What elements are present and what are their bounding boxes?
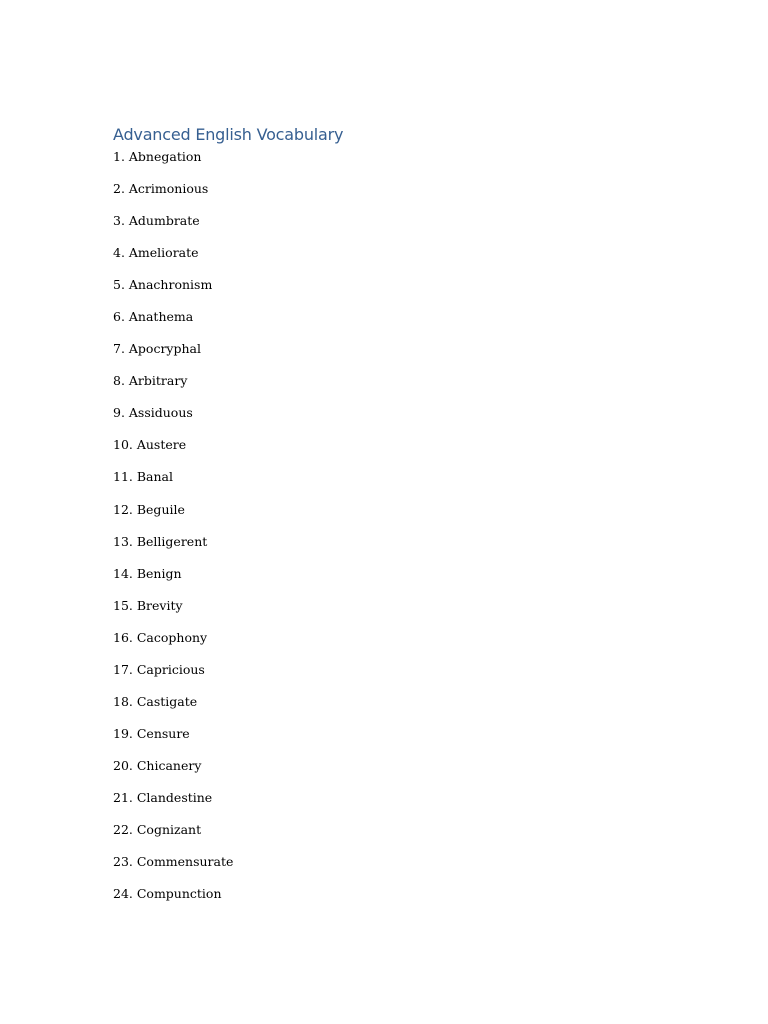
list-item: 9. Assiduous [113,405,193,421]
list-item: 23. Commensurate [113,854,234,870]
list-item: 16. Cacophony [113,629,208,645]
list-item: 13. Belligerent [113,533,208,549]
document-body [113,124,673,915]
list-item: 10. Austere [113,437,187,453]
list-item: 4. Ameliorate [113,245,199,261]
list-item: 17. Capricious [113,661,205,677]
list-item: 2. Acrimonious [113,181,209,197]
list-item: 12. Beguile [113,501,185,517]
list-item: 20. Chicanery [113,757,202,773]
document-title: Advanced English Vocabulary [113,125,344,144]
list-item: 22. Cognizant [113,821,202,837]
list-item: 18. Castigate [113,693,198,709]
list-item: 11. Banal [113,469,173,485]
list-item: 7. Apocryphal [113,341,201,357]
list-item: 6. Anathema [113,309,194,325]
vocabulary-list [113,146,673,915]
list-item: 24. Compunction [113,886,222,902]
list-item: 15. Brevity [113,597,183,613]
list-item: 14. Benign [113,565,182,581]
list-item: 5. Anachronism [113,277,213,293]
list-item: 19. Censure [113,725,190,741]
list-item: 8. Arbitrary [113,373,188,389]
list-item: 1. Abnegation [113,149,202,164]
list-item: 3. Adumbrate [113,213,200,229]
list-item: 21. Clandestine [113,789,213,805]
